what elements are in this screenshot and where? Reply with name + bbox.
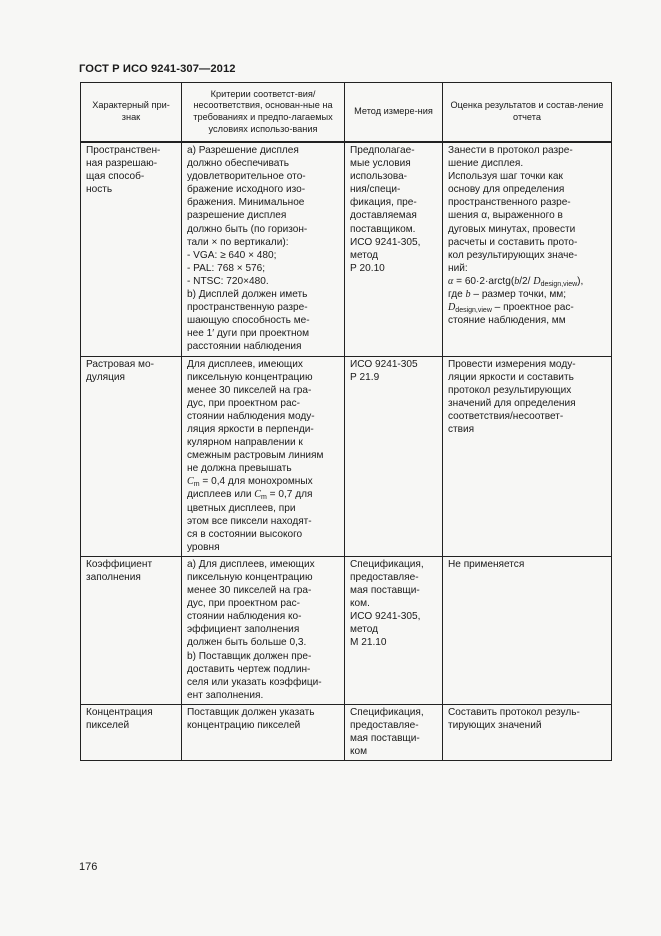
text-line: ком (350, 746, 368, 758)
text-line: метод (350, 624, 379, 636)
text-line: эффициент заполнения (187, 624, 300, 636)
text-line: селя или указать коэффици- (187, 676, 322, 688)
text-line: ент заполнения. (187, 689, 264, 701)
alpha-symbol: α (448, 275, 454, 287)
cell-method (345, 356, 443, 556)
text-line: удовлетворительное ото- (187, 171, 306, 183)
text-line: Занести в протокол разре- (448, 145, 573, 156)
text-line: дуляция (86, 371, 125, 383)
text-line: доставить чертеж подлин- (187, 663, 311, 675)
text-line: менее 30 пикселей на гра- (187, 585, 312, 597)
text-line: метод (350, 249, 379, 261)
text-line: Спецификация, (350, 558, 424, 570)
formula-var: C (254, 489, 262, 501)
text-line: поставщиком. (350, 223, 416, 235)
table-header-row (81, 83, 612, 143)
column-header-evaluation: Оценка результатов и состав-ление отчета (443, 83, 612, 143)
text-line: ся в состоянии высокого (187, 528, 303, 540)
text-line: тирующих значений (448, 720, 542, 732)
text-line: расчеты и составить прото- (448, 236, 578, 248)
text-line: нее 1′ дуги при проектном (187, 328, 310, 340)
text-line: предоставляе- (350, 572, 419, 583)
text-fragment: = 0,4 для монохромных (199, 476, 313, 488)
text-line: мая поставщи- (350, 585, 420, 597)
text-line: использова- (350, 171, 408, 183)
text-line: Растровая мо- (86, 358, 154, 370)
where-line (448, 288, 606, 301)
text-line: ИСО 9241-305 (350, 358, 418, 370)
text-fragment: дисплеев или (187, 489, 255, 501)
text-line: этом все пиксели находят- (187, 515, 312, 527)
table-row (81, 556, 612, 704)
text-line: Не применяется (448, 558, 525, 570)
text-line: пиксельную концентрацию (187, 572, 313, 583)
definition-line (448, 301, 606, 314)
text-line: Пространствен- (86, 145, 161, 156)
text-line: ком. (350, 598, 370, 610)
formula-text: /2/ (519, 275, 534, 287)
formula-var: b (514, 275, 520, 287)
formula-var: D (533, 275, 541, 287)
text-line: разрешение дисплея (187, 210, 287, 222)
cell-characteristic (81, 556, 182, 704)
column-header-criteria: Критерии соответст-вия/несоответствия, основан-ные на требованиях и предпо-лагаемых условиях использо-вания (182, 83, 345, 143)
text-line: расстоянии наблюдения (187, 341, 302, 353)
text-line: соответствия/несоответ- (448, 410, 564, 422)
cell-method (345, 704, 443, 760)
text-line: Составить протокол резуль- (448, 706, 580, 718)
text-line: ляции яркости и составить (448, 371, 574, 383)
column-header-method: Метод измере-ния (345, 83, 443, 143)
text-line: ний: (448, 262, 468, 274)
formula-subscript: m (193, 481, 200, 489)
cell-evaluation (443, 556, 612, 704)
text-line: а) Для дисплеев, имеющих (187, 558, 315, 570)
text-line: значений для определения (448, 397, 576, 409)
formula-text: ), (577, 275, 584, 287)
text-line: Поставщик должен указать (187, 706, 315, 718)
text-line: заполнения (86, 572, 141, 583)
cell-method (345, 556, 443, 704)
text-line: шения α, выраженного в (448, 210, 563, 222)
text-line: бражение исходного изо- (187, 184, 306, 196)
text-line: Концентрация (86, 706, 153, 718)
text-line: b) Поставщик должен пре- (187, 650, 312, 662)
text-line: шение дисплея. (448, 158, 524, 170)
text-line: ляция яркости в перпенди- (187, 423, 314, 435)
document-title: ГОСТ Р ИСО 9241-307—2012 (79, 63, 236, 75)
text-line: а) Разрешение дисплея (187, 145, 299, 156)
table-row (81, 356, 612, 556)
formula-subscript: design,view (540, 280, 578, 288)
text-line: Коэффициент (86, 558, 153, 570)
table-row (81, 142, 612, 356)
text-line: Спецификация, (350, 706, 424, 718)
text-line: мая поставщи- (350, 733, 420, 745)
text-line: пиксельную концентрацию (187, 371, 313, 383)
formula-text: = 60·2·arctg( (453, 275, 515, 287)
text-line: - VGA: ≥ 640 × 480; (187, 249, 277, 261)
text-line: - NTSC: 720×480. (187, 275, 269, 287)
formula-var: b (465, 289, 471, 301)
characteristic-text (86, 144, 176, 196)
text-line: ИСО 9241-305, (350, 236, 421, 248)
text-line: уровня (187, 541, 220, 553)
criteria-table (80, 82, 612, 761)
text-line: протокол результирующих (448, 384, 572, 396)
text-line: ния/специ- (350, 184, 401, 196)
evaluation-text (448, 144, 606, 327)
text-line: должно быть (по горизон- (187, 223, 308, 235)
text-line: смежным растровым линиям (187, 450, 324, 462)
text-line: Используя шаг точки как (448, 171, 563, 183)
text-line: дус, при проектном рас- (187, 397, 301, 409)
cm-line (187, 488, 339, 501)
text-line: предоставляе- (350, 720, 419, 732)
text-line: стоянии наблюдения ко- (187, 611, 302, 623)
text-line: Р 21.9 (350, 371, 380, 383)
text-fragment: – проектное рас- (491, 302, 574, 314)
text-line: фикация, пре- (350, 197, 417, 209)
text-line: мые условия (350, 158, 411, 170)
cell-characteristic (81, 356, 182, 556)
cell-criteria (182, 356, 345, 556)
cell-evaluation (443, 142, 612, 356)
method-text (350, 144, 437, 275)
text-line: b) Дисплей должен иметь (187, 289, 308, 301)
text-line: тали × по вертикали): (187, 236, 289, 248)
column-header-characteristic: Характерный при-знак (81, 83, 182, 143)
text-line: стоянии наблюдения моду- (187, 410, 315, 422)
text-line: М 21.10 (350, 637, 387, 649)
cell-evaluation (443, 704, 612, 760)
cell-characteristic (81, 704, 182, 760)
text-fragment: = 0,7 для (266, 489, 313, 501)
formula-var: D (448, 302, 456, 314)
text-line: концентрацию пикселей (187, 720, 301, 732)
text-line: дус, при проектном рас- (187, 598, 301, 610)
text-fragment: – размер точки, мм; (470, 289, 567, 301)
text-fragment: где (448, 289, 466, 301)
text-line: кол результирующих значе- (448, 249, 578, 261)
formula-subscript: m (261, 494, 267, 502)
page-number: 176 (79, 861, 98, 873)
text-line: пикселей (86, 720, 130, 732)
text-line: менее 30 пикселей на гра- (187, 384, 312, 396)
text-line: стояние наблюдения, мм (448, 315, 566, 327)
text-line: должен быть больше 0,3. (187, 637, 307, 649)
text-line: - PAL: 768 × 576; (187, 262, 266, 274)
text-line: бражения. Минимальное (187, 197, 305, 209)
text-line: основу для определения (448, 184, 565, 196)
text-line: дуговых минутах, провести (448, 223, 576, 235)
text-line: не должна превышать (187, 463, 292, 475)
text-line: кулярном направлении к (187, 437, 303, 449)
text-line: должно обеспечивать (187, 158, 290, 170)
text-line: цветных дисплеев, при (187, 502, 296, 514)
text-line: Р 20.10 (350, 262, 385, 274)
formula-line (448, 275, 606, 288)
text-line: Провести измерения моду- (448, 358, 576, 370)
cell-criteria (182, 556, 345, 704)
text-line: Предполагае- (350, 145, 415, 156)
text-line: ствия (448, 423, 475, 435)
formula-subscript: design,view (455, 307, 492, 315)
text-line: пространственную разре- (187, 302, 308, 314)
text-line: Для дисплеев, имеющих (187, 358, 303, 370)
text-line: щая способ- (86, 171, 145, 183)
cell-criteria (182, 704, 345, 760)
cell-method (345, 142, 443, 356)
text-line: пространственного разре- (448, 197, 571, 209)
table-row (81, 704, 612, 760)
text-line: доставляемая (350, 210, 417, 222)
text-line: ность (86, 184, 113, 196)
cell-criteria (182, 142, 345, 356)
criteria-text (187, 144, 339, 354)
cm-line (187, 475, 339, 488)
cell-characteristic (81, 142, 182, 356)
text-line: шающую способность ме- (187, 315, 310, 327)
formula-var: C (187, 476, 194, 488)
text-line: ная разрешаю- (86, 158, 158, 170)
cell-evaluation (443, 356, 612, 556)
text-line: ИСО 9241-305, (350, 611, 421, 623)
